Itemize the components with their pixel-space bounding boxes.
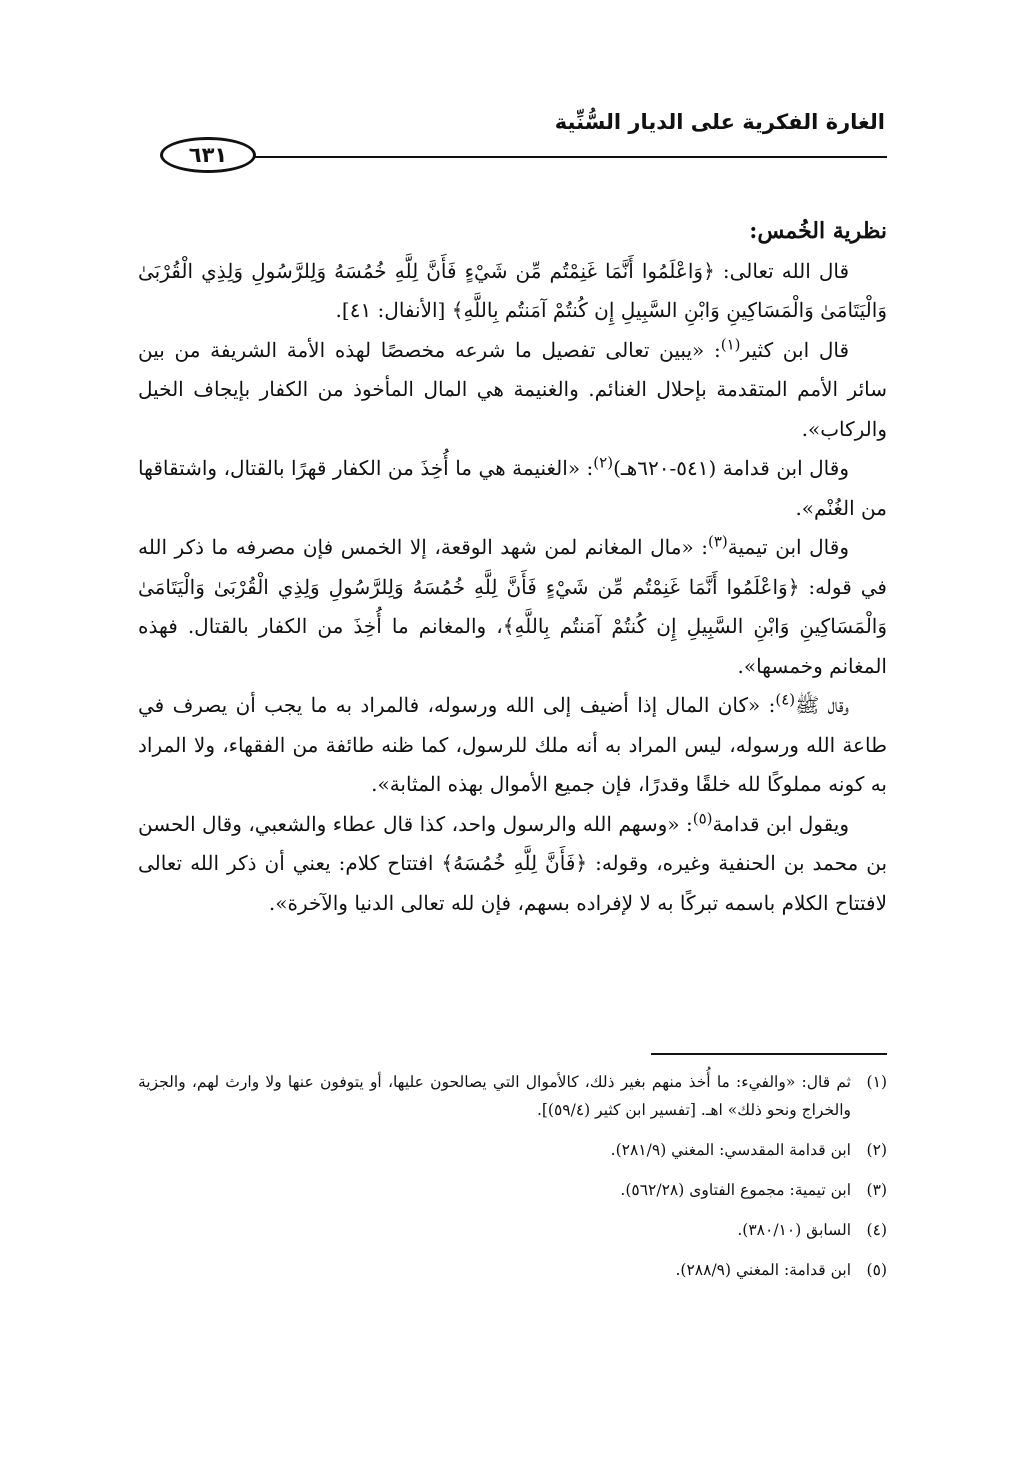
footnote-number: (١)	[866, 1073, 887, 1091]
section-title: نظرية الخُمس:	[749, 218, 887, 244]
footnote-ref-3: (٣)	[708, 532, 728, 551]
paragraph-6-text-b: افتتاح كلام: يعني أن ذكر الله تعالى لافتتاح الكلام باسمه تبركًا به لا لإفراده بسهم، فإن لله تعالى الدنيا والآخرة».	[138, 851, 887, 915]
footnotes	[138, 1068, 887, 1296]
paragraph-2	[138, 331, 887, 450]
paragraph-3-lead: وقال ابن قدامة (٥٤١-٦٢٠هـ)	[613, 456, 849, 480]
verse-citation: [الأنفال: ٤١].	[335, 298, 452, 322]
footnote-number: (٢)	[866, 1141, 887, 1159]
paragraph-3	[138, 449, 887, 528]
footnote-4	[138, 1216, 887, 1244]
paragraph-5-text: : «كان المال إذا أضيف إلى الله ورسوله، فالمراد به ما يجب أن يصرف في طاعة الله ورسوله، ليس المراد به أنه ملك للرسول، كما ظنه طائفة من الفقهاء، ولا المراد به كونه مملوكًا لله خلقًا وقدرًا، فإن جميع الأموال بهذه المثابة».	[138, 693, 887, 796]
footnote-ref-4: (٤)	[775, 690, 796, 709]
footnote-ref-1: (١)	[720, 334, 741, 353]
footnote-text: السابق (٣٨٠/١٠).	[737, 1221, 851, 1239]
quran-verse-3: ﴿فَأَنَّ لِلَّهِ خُمُسَهُ﴾	[441, 851, 588, 875]
paragraph-6	[138, 805, 887, 924]
footnote-text: ابن قدامة المقدسي: المغني (٢٨١/٩).	[610, 1141, 851, 1159]
header-rule	[252, 156, 887, 158]
footnote-text: ابن تيمية: مجموع الفتاوى (٥٦٢/٢٨).	[620, 1181, 851, 1199]
paragraph-5-lead: وقال ﷺ	[795, 693, 849, 717]
paragraph-2-lead: قال ابن كثير	[740, 337, 850, 362]
quran-verse-1: ﴿وَاعْلَمُوا أَنَّمَا غَنِمْتُم مِّن شَيْءٍ فَأَنَّ لِلَّهِ خُمُسَهُ وَلِلرَّسُولِ وَلِذِي الْقُرْبَىٰ وَالْيَتَامَىٰ وَالْمَسَاكِينِ وَابْنِ السَّبِيلِ إِن كُنتُمْ آمَنتُم بِاللَّهِ﴾	[138, 258, 887, 322]
paragraph-2-text: : «يبين تعالى تفصيل ما شرعه مخصصًا لهذه الأمة الشريفة من بين سائر الأمم المتقدمة بإحلال الغنائم. والغنيمة هي المال المأخوذ من الكفار بإيجاف الخيل والركاب».	[138, 337, 887, 441]
page-number-badge: ٦٣١	[160, 137, 256, 173]
paragraph-4-text-a: : «مال المغانم لمن شهد الوقعة، إلا الخمس فإن مصرفه ما ذكر الله في قوله:	[138, 535, 887, 599]
quran-verse-2: ﴿وَاعْلَمُوا أَنَّمَا غَنِمْتُم مِّن شَيْءٍ فَأَنَّ لِلَّهِ خُمُسَهُ وَلِلرَّسُولِ وَلِذِي الْقُرْبَىٰ وَالْيَتَامَىٰ وَالْمَسَاكِينِ وَابْنِ السَّبِيلِ إِن كُنتُمْ آمَنتُم بِاللَّهِ﴾	[138, 574, 887, 638]
footnote-5	[138, 1256, 887, 1284]
footnote-ref-5: (٥)	[692, 808, 713, 827]
footnote-2	[138, 1136, 887, 1164]
paragraph-5	[138, 686, 887, 805]
paragraph-1-lead: قال الله تعالى:	[714, 258, 850, 283]
footnote-1	[138, 1068, 887, 1124]
paragraph-4-lead: وقال ابن تيمية	[727, 535, 849, 559]
footnote-number: (٥)	[866, 1261, 887, 1279]
paragraph-4	[138, 528, 887, 686]
footnote-text: ثم قال: «والفيء: ما أُخذ منهم بغير ذلك، كالأموال التي يصالحون عليها، أو يتوفون عنها ولا وارث لهم، والجزية والخراج ونحو ذلك» اهـ. [تفسير ابن كثير (٥٩/٤)].	[138, 1073, 851, 1119]
running-header-title: الغارة الفكرية على الديار السُّنِّية	[554, 110, 885, 134]
paragraph-6-lead: ويقول ابن قدامة	[712, 811, 849, 836]
paragraph-1	[138, 252, 887, 331]
footnote-ref-2: (٢)	[593, 453, 614, 472]
footnote-number: (٣)	[866, 1181, 887, 1199]
paragraph-4-text-b: ، والمغانم ما أُخِذَ من الكفار بالقتال. فهذه المغانم وخمسها».	[138, 614, 887, 678]
paragraph-6-text-a: : «وسهم الله والرسول واحد، كذا قال عطاء والشعبي، وقال الحسن بن محمد بن الحنفية وغيره، وقوله:	[138, 811, 888, 875]
footnote-text: ابن قدامة: المغني (٢٨٨/٩).	[675, 1261, 851, 1279]
paragraph-3-text: : «الغنيمة هي ما أُخِذَ من الكفار قهرًا بالقتال، واشتقاقها من الغُنْم».	[138, 456, 887, 520]
footnote-number: (٤)	[866, 1221, 887, 1239]
main-text	[138, 212, 887, 923]
footnote-separator	[651, 1053, 887, 1055]
footnote-3	[138, 1176, 887, 1204]
